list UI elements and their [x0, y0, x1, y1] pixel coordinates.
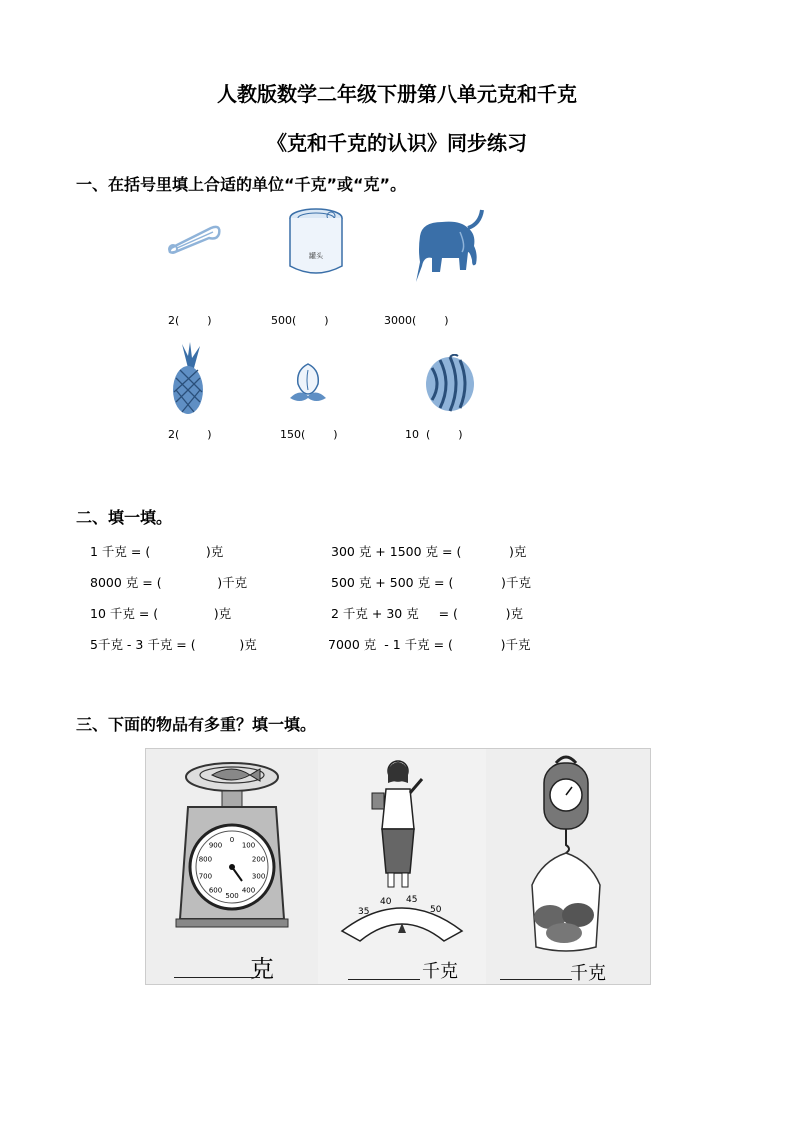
answer-line-1[interactable]: [174, 977, 260, 978]
unit-label-2: 千克: [422, 961, 458, 982]
dial-label: 500: [225, 892, 239, 900]
equation-left-1: 1 千克 = ( )克: [90, 544, 224, 559]
item-5-label: 150( ): [280, 428, 338, 441]
item-6-label: 10 ( ): [405, 428, 463, 441]
section2-heading: 二、填一填。: [76, 508, 173, 527]
dial-label: 700: [198, 872, 213, 881]
dial-label: 300: [251, 872, 266, 881]
item-4-label: 2( ): [168, 428, 212, 441]
dial-label: 800: [198, 855, 213, 864]
can-label: 罐头: [309, 252, 323, 260]
equation-right-3: 2 千克 + 30 克 = ( )克: [331, 606, 523, 621]
kitchen-scale-icon: [146, 749, 318, 984]
dial-label: 400: [241, 886, 256, 895]
dial-label: 900: [208, 841, 223, 850]
answer-line-3[interactable]: [500, 979, 572, 980]
scale-label-40: 40: [380, 897, 392, 907]
page-subtitle: 《克和千克的认识》同步练习: [267, 131, 527, 155]
person-scale-panel: [318, 749, 486, 984]
equation-right-2: 500 克 + 500 克 = ( )千克: [331, 575, 531, 590]
item-1-label: 2( ): [168, 314, 212, 327]
weighing-pictures: [145, 748, 651, 985]
item-2-label: 500( ): [271, 314, 329, 327]
scale-label-50: 50: [430, 905, 442, 915]
dial-label: 100: [241, 841, 256, 850]
equation-right-4: 7000 克 - 1 千克 = ( )千克: [328, 637, 531, 652]
equation-left-2: 8000 克 = ( )千克: [90, 575, 248, 590]
canned-food-icon: [287, 206, 345, 278]
hanging-scale-panel: [486, 749, 650, 984]
item-3-label: 3000( ): [384, 314, 449, 327]
elephant-icon: [412, 206, 486, 290]
safety-pin-icon: [165, 218, 225, 258]
hanging-scale-icon: [486, 749, 650, 984]
unit-label-1: 克: [250, 955, 274, 983]
answer-line-2[interactable]: [348, 979, 420, 980]
dial-label: 600: [208, 886, 223, 895]
scale-label-45: 45: [406, 895, 418, 905]
kitchen-scale-panel: [146, 749, 318, 984]
dial-label: 200: [251, 855, 266, 864]
watermelon-icon: [424, 354, 476, 414]
pineapple-icon: [168, 340, 208, 416]
section3-heading: 三、下面的物品有多重？填一填。: [76, 715, 317, 734]
dial-label: 0: [229, 836, 235, 844]
peach-icon: [286, 360, 330, 406]
equation-right-1: 300 克 + 1500 克 = ( )克: [331, 544, 527, 559]
page-title: 人教版数学二年级下册第八单元克和千克: [217, 82, 577, 106]
equation-left-3: 10 千克 = ( )克: [90, 606, 232, 621]
section1-heading: 一、在括号里填上合适的单位“千克”或“克”。: [76, 175, 407, 194]
equation-left-4: 5千克 - 3 千克 = ( )克: [90, 637, 257, 652]
unit-label-3: 千克: [570, 963, 606, 984]
person-on-scale-icon: [318, 749, 486, 984]
scale-label-35: 35: [358, 907, 370, 917]
